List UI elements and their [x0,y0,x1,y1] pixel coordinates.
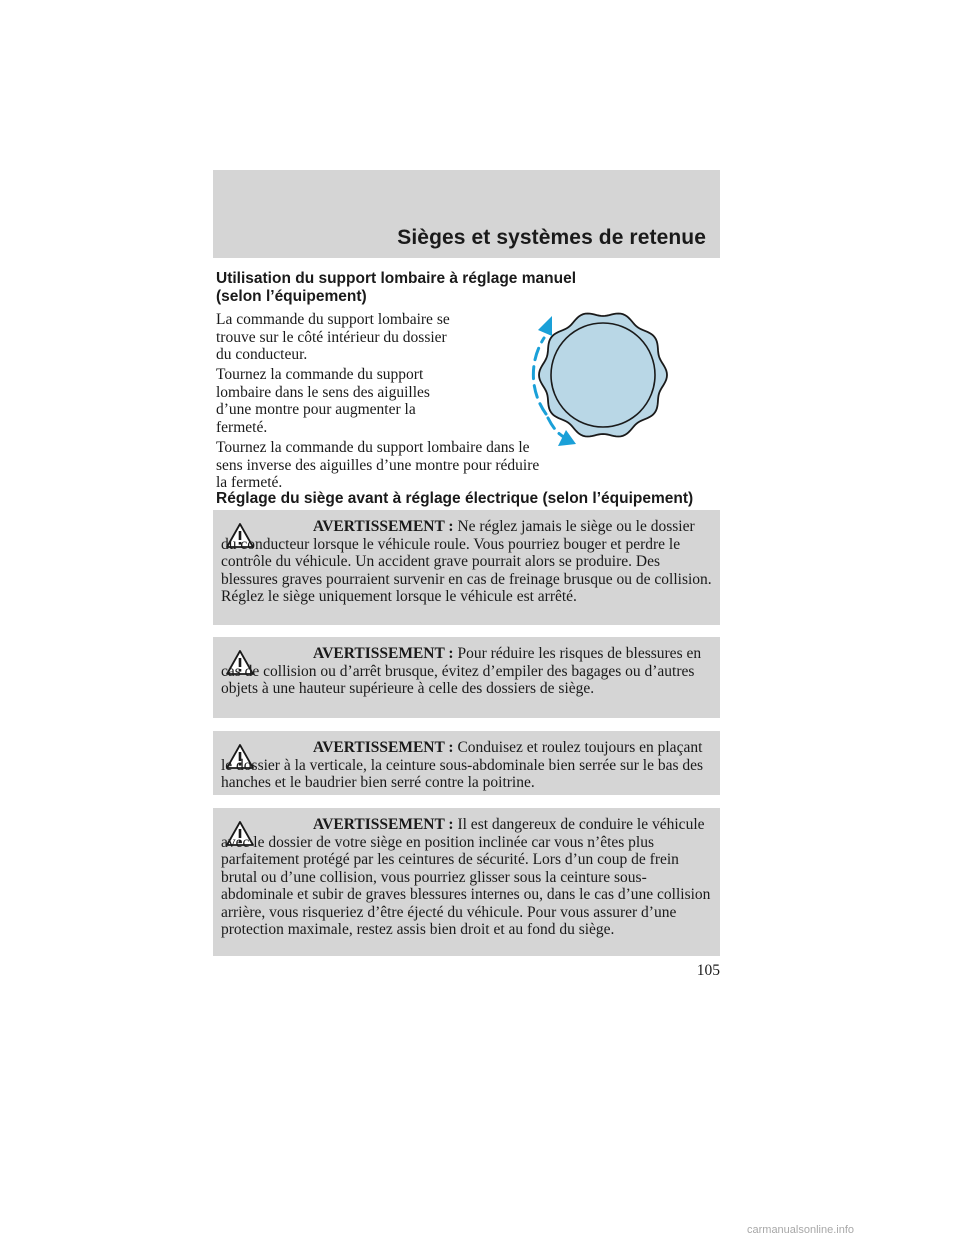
warning-box-2 [213,637,720,718]
lumbar-support-heading [216,270,716,306]
warning-text-4 [221,816,712,939]
warning-box-3 [213,731,720,795]
warning-body-4: Il est dangereux de conduire le véhicule avec le dossier de votre siège en position inclinée car vous n’êtes plus parfaitement protégé par les ceintures de sécurité. Lors d’un coup de frein brutal ou d’une collision, vous pourriez glisser sous la ceinture sous-abdominale et subir de graves blessures internes ou, dans le cas d’une collision arrière, vous risqueriez d’être éjecté du véhicule. Pour vous assurer d’une protection maximale, restez assis bien droit et au fond du siège. [221,816,711,938]
knob-outline [539,313,667,436]
warning-text-3 [221,739,712,792]
warning-label-4: AVERTISSEMENT : [313,816,454,833]
warning-label-1: AVERTISSEMENT : [313,518,454,535]
watermark: carmanualsonline.info [747,1224,855,1236]
lumbar-heading-line1: Utilisation du support lombaire à réglage manuel [216,270,577,287]
lumbar-heading-line2: (selon l’équipement) [216,288,367,305]
lumbar-knob-rotation-icon [508,306,668,456]
page-number: 105 [696,962,720,979]
warning-text-1 [221,518,712,606]
lumbar-paragraph-increase: Tournez la commande du support lombaire dans le sens des aiguilles d’une montre pour augmenter la fermeté. [216,366,430,436]
warning-text-2 [221,645,712,698]
power-seat-heading-text: Réglage du siège avant à réglage électrique (selon l’équipement) [216,490,694,507]
warning-body-2: Pour réduire les risques de blessures en cas de collision ou d’arrêt brusque, évitez d’empiler des bagages ou d’autres objets à une hauteur supérieure à celle des dossiers de siège. [221,645,702,697]
warning-label-2: AVERTISSEMENT : [313,645,454,662]
warning-box-4 [213,808,720,956]
lumbar-paragraph-location: La commande du support lombaire se trouve sur le côté intérieur du dossier du conducteur. [216,311,450,363]
warning-box-1 [213,510,720,625]
power-seat-heading [216,490,716,508]
warning-body-3: Conduisez et roulez toujours en plaçant le dossier à la verticale, la ceinture sous-abdominale bien serrée sur le bas des hanches et le baudrier bien serré contre la poitrine. [221,739,704,791]
warning-body-1: Ne réglez jamais le siège ou le dossier du conducteur lorsque le véhicule roule. Vous pourriez bouger et perdre le contrôle du véhicule. Un accident grave pourrait alors se produire. Des blessures graves pourraient survenir en cas de freinage brusque ou de collision. Réglez le siège uniquement lorsque le véhicule est arrêté. [221,518,712,605]
section-title: Sièges et systèmes de retenue [397,226,706,249]
section-header-band [213,170,720,258]
warning-label-3: AVERTISSEMENT : [313,739,454,756]
lumbar-paragraph-decrease: Tournez la commande du support lombaire dans le sens inverse des aiguilles d’une montre pour réduire la fermeté. [216,439,540,491]
